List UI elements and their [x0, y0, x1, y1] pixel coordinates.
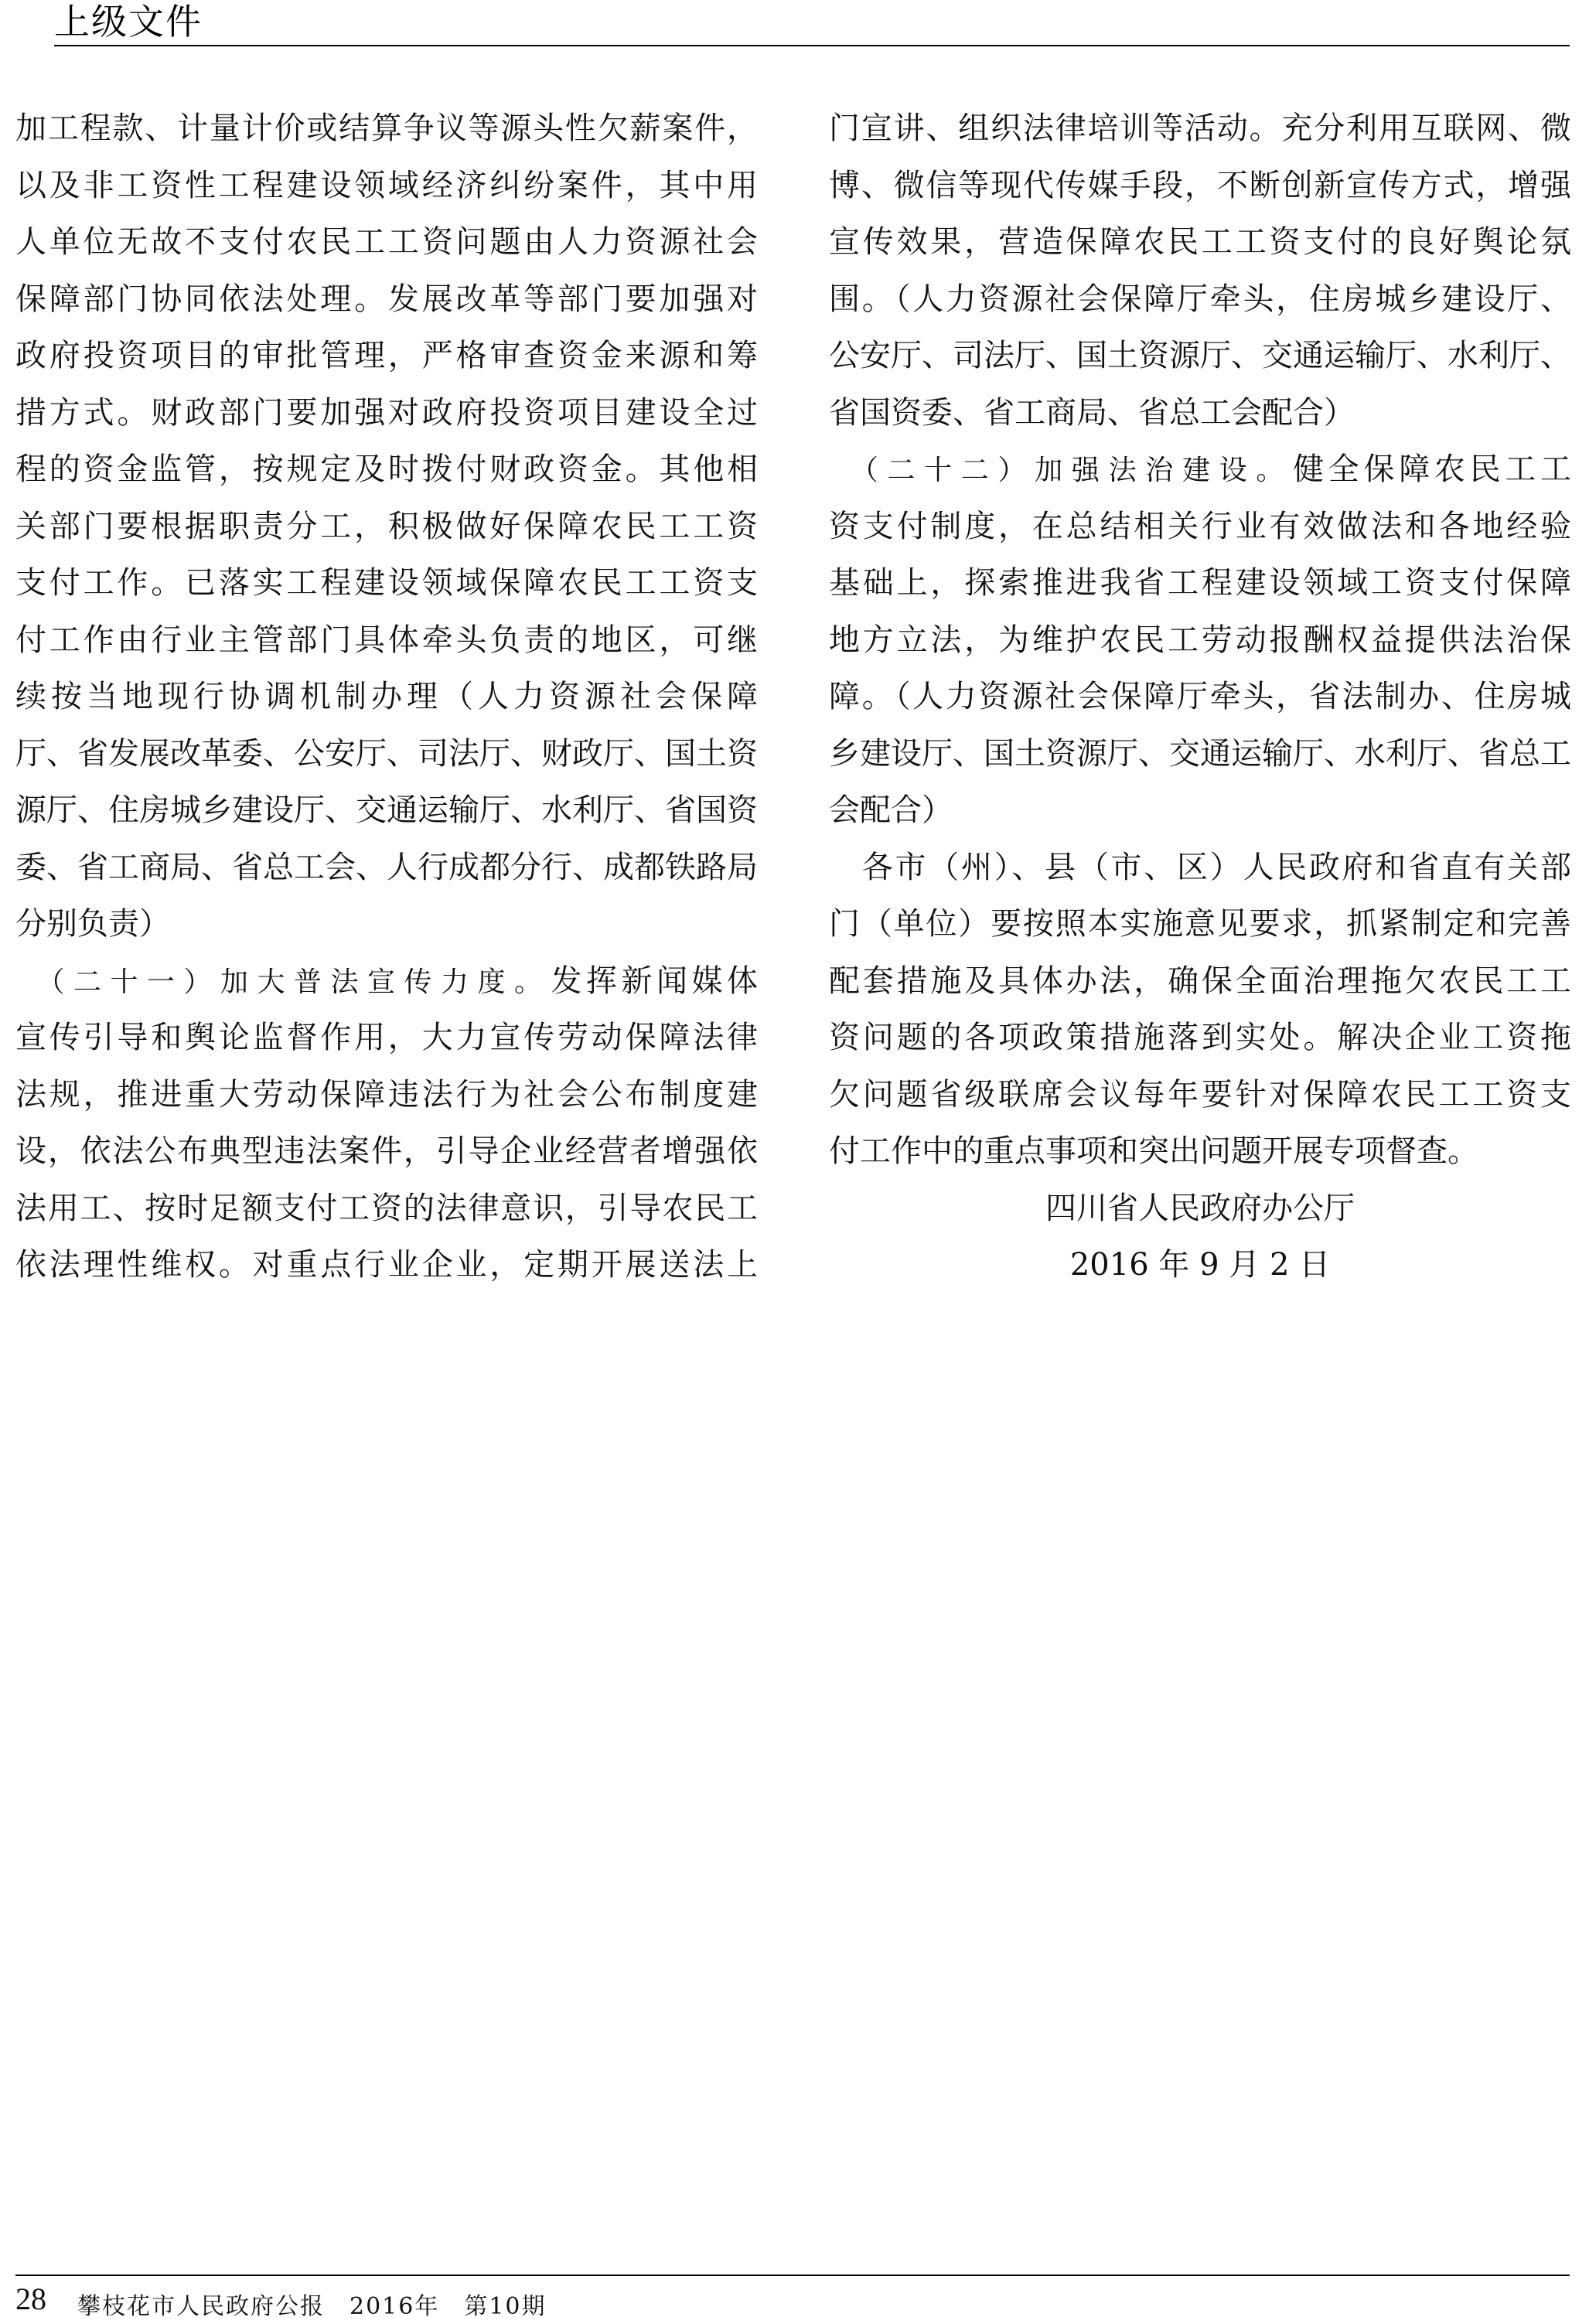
text-line: 地方立法，为维护农民工劳动报酬权益提供法治保 — [829, 622, 1571, 658]
text-line: 依法理性维权。对重点行业企业，定期开展送法上 — [15, 1247, 758, 1283]
section-21-heading: （二十一）加大普法宣传力度。 — [50, 966, 551, 998]
text-line: 以及非工资性工程建设领域经济纠纷案件，其中用 — [15, 167, 758, 203]
section-21-first-line — [15, 953, 758, 1010]
text-line: 厅、省发展改革委、公安厅、司法厅、财政厅、国土资 — [15, 735, 758, 772]
signature-date: 2016 年 9 月 2 日 — [1069, 1247, 1331, 1283]
signature-org: 四川省人民政府办公厅 — [1045, 1190, 1355, 1226]
text-line: 源厅、住房城乡建设厅、交通运输厅、水利厅、省国资 — [15, 792, 758, 828]
text-line: 会配合） — [829, 792, 953, 828]
text-line: 宣传引导和舆论监督作用，大力宣传劳动保障法律 — [15, 1020, 758, 1055]
text-line: 保障部门协同依法处理。发展改革等部门要加强对 — [15, 281, 758, 317]
closing-first-line — [829, 840, 1571, 897]
text-line: 续按当地现行协调机制办理（人力资源社会保障 — [15, 679, 758, 714]
text-line: 博、微信等现代传媒手段，不断创新宣传方式，增强 — [829, 167, 1571, 203]
page-footer — [15, 2275, 1570, 2322]
text-line: 法规，推进重大劳动保障违法行为社会公布制度建 — [15, 1076, 758, 1113]
section-21-first-text: 发挥新闻媒体 — [551, 963, 758, 999]
text-line: 政府投资项目的审批管理，严格审查资金来源和筹 — [15, 338, 758, 373]
page-number: 28 — [15, 2281, 46, 2316]
text-line: 围。（人力资源社会保障厅牵头，住房城乡建设厅、 — [829, 281, 1571, 317]
text-line: 门（单位）要按照本实施意见要求，抓紧制定和完善 — [829, 906, 1571, 942]
text-line: 加工程款、计量计价或结算争议等源头性欠薪案件， — [15, 111, 758, 146]
text-line: 障。（人力资源社会保障厅牵头，省法制办、住房城 — [829, 679, 1571, 714]
text-line: 程的资金监管，按规定及时拨付财政资金。其他相 — [15, 452, 758, 487]
text-line: 支付工作。已落实工程建设领域保障农民工工资支 — [15, 565, 758, 601]
text-line: 法用工、按时足额支付工资的法律意识，引导农民工 — [15, 1190, 758, 1226]
section-22-first-line — [829, 441, 1571, 499]
text-line: 宣传效果，营造保障农民工工资支付的良好舆论氛 — [829, 224, 1571, 260]
left-column — [15, 101, 758, 1294]
text-line: 欠问题省级联席会议每年要针对保障农民工工资支 — [829, 1076, 1571, 1113]
text-line: 人单位无故不支付农民工工资问题由人力资源社会 — [15, 224, 758, 260]
text-line: 公安厅、司法厅、国土资源厅、交通运输厅、水利厅、 — [829, 338, 1571, 373]
text-line: 分别负责） — [15, 906, 170, 942]
text-line: 资问题的各项政策措施落到实处。解决企业工资拖 — [829, 1020, 1571, 1055]
text-line: 设，依法公布典型违法案件，引导企业经营者增强依 — [15, 1133, 758, 1169]
text-line: 付工作由行业主管部门具体牵头负责的地区，可继 — [15, 622, 758, 658]
text-line: 省国资委、省工商局、省总工会配合） — [829, 394, 1355, 431]
text-line: 资支付制度，在总结相关行业有效做法和各地经验 — [829, 508, 1571, 544]
closing-first-text: 各市（州）、县（市、区）人民政府和省直有关部 — [861, 849, 1572, 885]
text-line: 基础上，探索推进我省工程建设领域工资支付保障 — [829, 565, 1571, 601]
section-22-first-text: 健全保障农民工工 — [1293, 452, 1572, 487]
section-title: 上级文件 — [54, 1, 203, 43]
right-column — [829, 101, 1571, 1294]
text-line: 措方式。财政部门要加强对政府投资项目建设全过 — [15, 394, 758, 431]
text-line: 付工作中的重点事项和突出问题开展专项督查。 — [829, 1133, 1478, 1169]
text-line: 委、省工商局、省总工会、人行成都分行、成都铁路局 — [15, 849, 758, 885]
page-header — [54, 0, 1570, 46]
text-line: 乡建设厅、国土资源厅、交通运输厅、水利厅、省总工 — [829, 735, 1571, 772]
text-line: 关部门要根据职责分工，积极做好保障农民工工资 — [15, 508, 758, 544]
section-22-heading: （二十二）加强法治建设。 — [864, 455, 1294, 486]
text-line: 配套措施及具体办法，确保全面治理拖欠农民工工 — [829, 963, 1571, 999]
publication-name: 攀枝花市人民政府公报 2016年 第10期 — [77, 2293, 547, 2320]
text-line: 门宣讲、组织法律培训等活动。充分利用互联网、微 — [829, 111, 1571, 146]
